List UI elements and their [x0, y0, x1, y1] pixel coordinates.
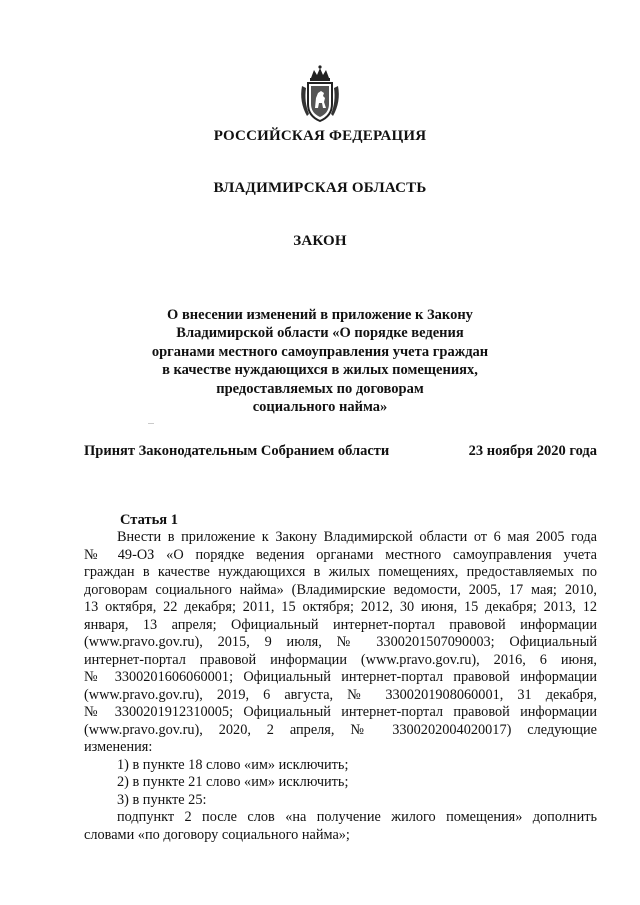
paragraph-line: интернет-портал правовой информации (www.pravo.gov.ru), 2016, 6 июня, [84, 651, 597, 668]
amendment-item: 1) в пункте 18 слово «им» исключить; [117, 756, 349, 773]
paragraph-line: января, 13 апреля; Официальный интернет-портал правовой информации [84, 616, 597, 633]
paragraph-line: № 3300201606060001; Официальный интернет-портал правовой информации [84, 669, 597, 685]
adoption-date: 23 ноября 2020 года [468, 443, 597, 459]
amendment-item: 2) в пункте 21 слово «им» исключить; [117, 774, 349, 790]
paragraph-line: № 3300201912310005; Официальный интернет-портал правовой информации [84, 704, 597, 720]
sub-paragraph-line: словами «по договору социального найма»; [84, 826, 350, 843]
law-title-line: О внесении изменений в приложение к Закону [167, 307, 473, 323]
sub-paragraph-line: подпункт 2 после слов «на получение жилого помещения» дополнить [117, 809, 597, 825]
law-title-line: в качестве нуждающихся в жилых помещениях, [162, 362, 478, 379]
paragraph-line: (www.pravo.gov.ru), 2019, 6 августа, № 3300201908060001, 31 декабря, [84, 686, 597, 703]
paragraph-line: (www.pravo.gov.ru), 2015, 9 июля, № 3300201507090003; Официальный [84, 634, 597, 650]
paragraph-line: 13 октября, 22 декабря; 2011, 15 октября; 2012, 30 июня, 15 декабря; 2013, 12 [84, 599, 597, 615]
country-heading: РОССИЙСКАЯ ФЕДЕРАЦИЯ [213, 128, 427, 144]
paragraph-line: договорам социального найма» (Владимирские ведомости, 2005, 17 мая; 2010, [84, 581, 597, 598]
law-title [120, 306, 520, 416]
paragraph-line: изменения: [84, 739, 153, 755]
law-title-line: органами местного самоуправления учета граждан [151, 343, 489, 360]
paragraph-line: граждан в качестве нуждающихся в жилых помещениях, предоставляемых по [84, 564, 597, 580]
vladimir-region-coat-of-arms-icon [297, 64, 343, 124]
law-title-line: Владимирской области «О порядке ведения [176, 325, 464, 342]
scan-dots: ... [148, 417, 154, 426]
paragraph-line: № 49-ОЗ «О порядке ведения органами местного самоуправления учета [84, 546, 597, 563]
adopted-by-text: Принят Законодательным Собранием области [84, 443, 390, 459]
law-title-line: социального найма» [252, 399, 388, 416]
paragraph-line: Внести в приложение к Закону Владимирской области от 6 мая 2005 года [117, 529, 597, 545]
article-body [84, 529, 597, 844]
article-title: Статья 1 [120, 512, 178, 528]
paragraph-line: (www.pravo.gov.ru), 2020, 2 апреля, № 3300202004020017) следующие [84, 721, 597, 738]
document-type-heading: ЗАКОН [293, 233, 347, 249]
law-title-line: предоставляемых по договорам [216, 380, 424, 397]
amendment-item: 3) в пункте 25: [117, 791, 207, 808]
region-heading: ВЛАДИМИРСКАЯ ОБЛАСТЬ [213, 180, 427, 196]
